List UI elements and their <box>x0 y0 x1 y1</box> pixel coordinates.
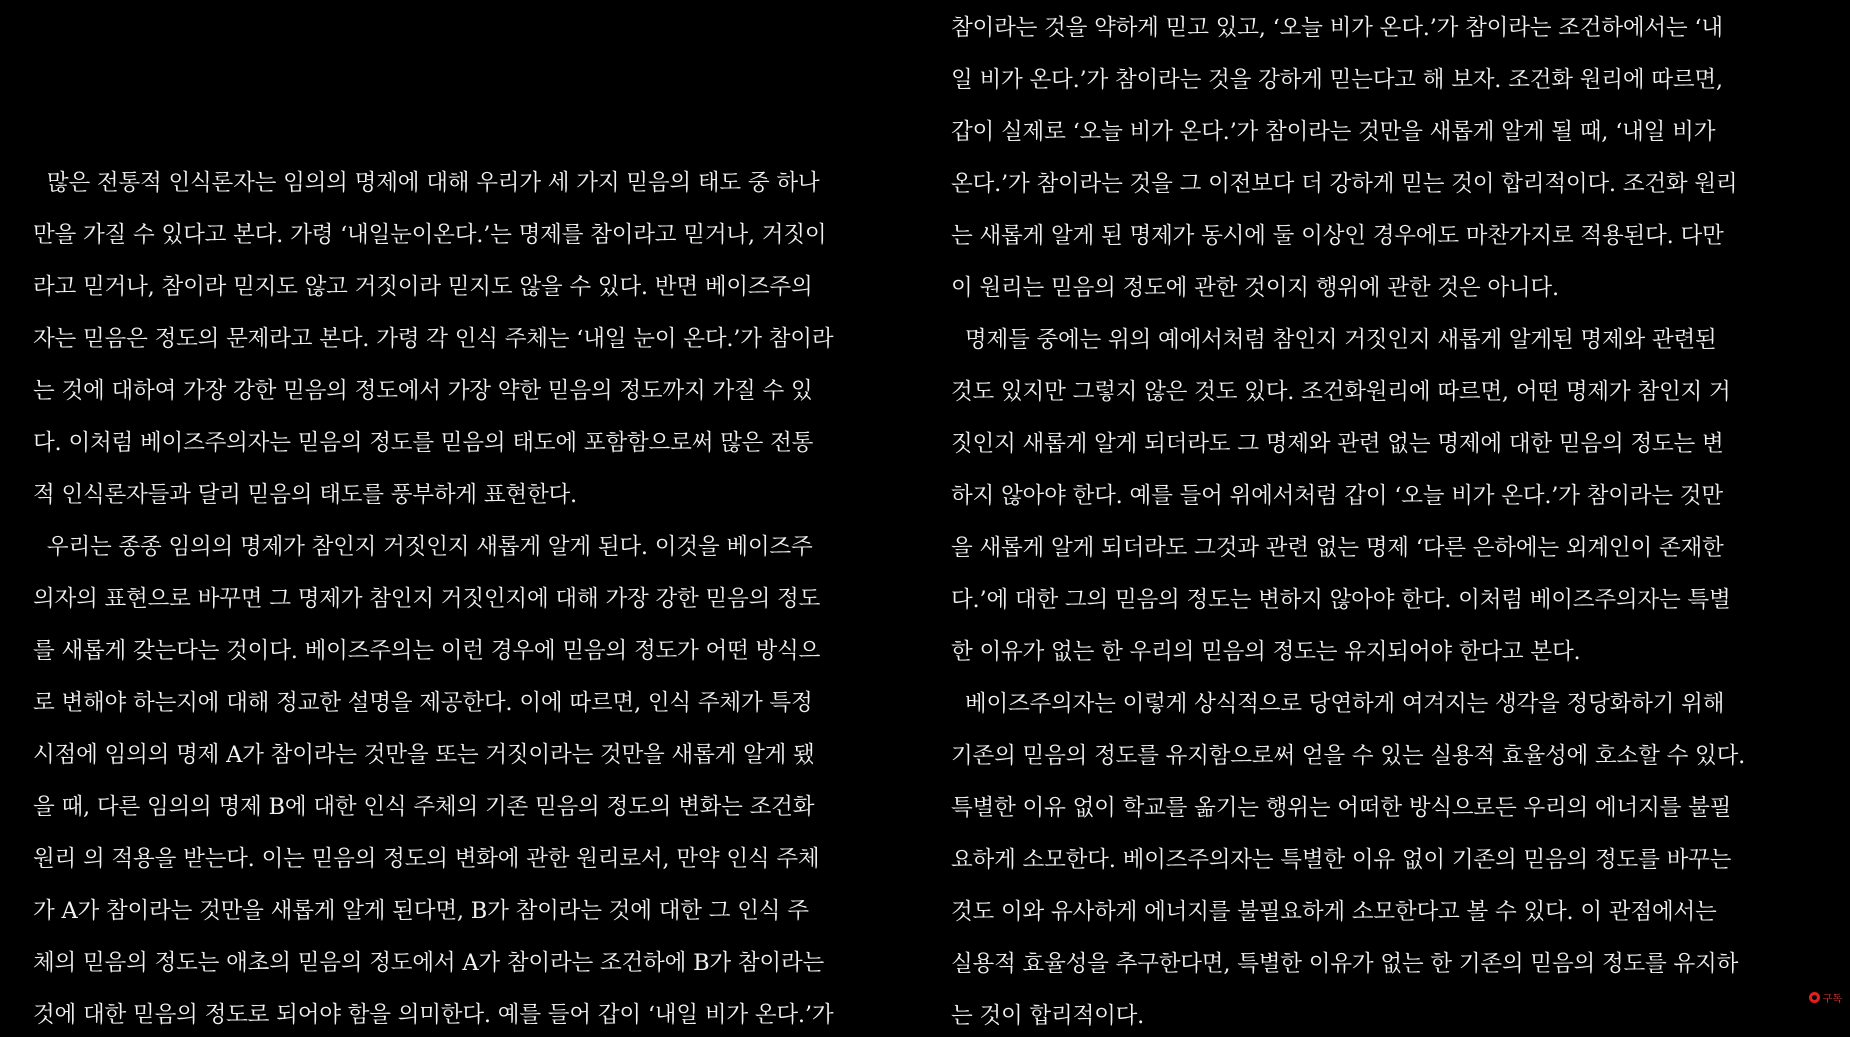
right-text-line: 베이즈주의자는 이렇게 상식적으로 당연하게 여겨지는 생각을 정당화하기 위해 <box>951 691 1725 717</box>
right-text-lines <box>951 2 1745 1037</box>
right-text-line: 참이라는 것을 약하게 믿고 있고, ‘오늘 비가 온다.’가 참이라는 조건하에서는 ‘내 <box>951 15 1723 41</box>
right-text-line: 는 새롭게 알게 된 명제가 동시에 둘 이상인 경우에도 마찬가지로 적용된다. 다만 <box>951 223 1724 249</box>
right-text-line: 는 것이 합리적이다. <box>951 1003 1145 1029</box>
left-text-lines <box>33 157 833 1037</box>
left-text-line: 만을 가질 수 있다고 본다. 가령 ‘내일눈이온다.’는 명제를 참이라고 믿거나, 거짓이 <box>33 222 827 248</box>
left-text-line: 것에 대한 믿음의 정도로 되어야 함을 의미한다. 예를 들어 갑이 ‘내일 비가 온다.’가 <box>33 1002 834 1028</box>
right-text-line: 한 이유가 없는 한 우리의 믿음의 정도는 유지되어야 한다고 본다. <box>951 639 1581 665</box>
left-text-line: 로 변해야 하는지에 대해 정교한 설명을 제공한다. 이에 따르면, 인식 주체가 특정 <box>33 690 813 716</box>
subscribe-label: 구독 <box>1822 993 1842 1005</box>
left-text-line: 의자의 표현으로 바꾸면 그 명제가 참인지 거짓인지에 대해 가장 강한 믿음의 정도 <box>33 586 821 612</box>
right-text-line: 이 원리는 믿음의 정도에 관한 것이지 행위에 관한 것은 아니다. <box>951 275 1559 301</box>
left-text-line: 시점에 임의의 명제 A가 참이라는 것만을 또는 거짓이라는 것만을 새롭게 알게 됐 <box>33 742 815 768</box>
subscribe-dot-icon <box>1809 992 1820 1003</box>
left-text-line: 다. 이처럼 베이즈주의자는 믿음의 정도를 믿음의 태도에 포함함으로써 많은 전통 <box>33 430 814 456</box>
right-text-line: 것도 있지만 그렇지 않은 것도 있다. 조건화원리에 따르면, 어떤 명제가 참인지 거 <box>951 379 1731 405</box>
left-text-line: 많은 전통적 인식론자는 임의의 명제에 대해 우리가 세 가지 믿음의 태도 중 하나 <box>33 170 820 196</box>
right-text-line: 을 새롭게 알게 되더라도 그것과 관련 없는 명제 ‘다른 은하에는 외계인이 존재한 <box>951 535 1724 561</box>
left-text-line: 는 것에 대하여 가장 강한 믿음의 정도에서 가장 약한 믿음의 정도까지 가질 수 있 <box>33 378 813 404</box>
right-text-line: 특별한 이유 없이 학교를 옮기는 행위는 어떠한 방식으로든 우리의 에너지를 불필 <box>951 795 1732 821</box>
right-text-line: 명제들 중에는 위의 예에서처럼 참인지 거짓인지 새롭게 알게된 명제와 관련된 <box>951 327 1717 353</box>
right-text-line: 기존의 믿음의 정도를 유지함으로써 얻을 수 있는 실용적 효율성에 호소할 수 있다. <box>951 743 1746 769</box>
subscribe-badge[interactable] <box>1809 989 1842 1005</box>
right-text-line: 하지 않아야 한다. 예를 들어 위에서처럼 갑이 ‘오늘 비가 온다.’가 참이라는 것만 <box>951 483 1723 509</box>
left-text-line: 가 A가 참이라는 것만을 새롭게 알게 된다면, B가 참이라는 것에 대한 그 인식 주 <box>33 898 809 924</box>
right-text-line: 다.’에 대한 그의 믿음의 정도는 변하지 않아야 한다. 이처럼 베이즈주의자는 특별 <box>951 587 1731 613</box>
right-text-line: 실용적 효율성을 추구한다면, 특별한 이유가 없는 한 기존의 믿음의 정도를 유지하 <box>951 951 1739 977</box>
right-text-line: 갑이 실제로 ‘오늘 비가 온다.’가 참이라는 것만을 새롭게 알게 될 때, ‘내일 비가 <box>951 119 1716 145</box>
left-text-line: 우리는 종종 임의의 명제가 참인지 거짓인지 새롭게 알게 된다. 이것을 베이즈주 <box>33 534 813 560</box>
right-text-line: 것도 이와 유사하게 에너지를 불필요하게 소모한다고 볼 수 있다. 이 관점에서는 <box>951 899 1717 925</box>
left-text-line: 을 때, 다른 임의의 명제 B에 대한 인식 주체의 기존 믿음의 정도의 변화는 조건화 <box>33 794 815 820</box>
left-text-line: 자는 믿음은 정도의 문제라고 본다. 가령 각 인식 주체는 ‘내일 눈이 온다.’가 참이라 <box>33 326 834 352</box>
right-text-line: 요하게 소모한다. 베이즈주의자는 특별한 이유 없이 기존의 믿음의 정도를 바꾸는 <box>951 847 1732 873</box>
left-text-line: 라고 믿거나, 참이라 믿지도 않고 거짓이라 믿지도 않을 수 있다. 반면 베이즈주의 <box>33 274 813 300</box>
right-text-line: 일 비가 온다.’가 참이라는 것을 강하게 믿는다고 해 보자. 조건화 원리에 따르면, <box>951 67 1723 93</box>
left-text-line: 적 인식론자들과 달리 믿음의 태도를 풍부하게 표현한다. <box>33 482 577 508</box>
left-text-line: 체의 믿음의 정도는 애초의 믿음의 정도에서 A가 참이라는 조건하에 B가 참이라는 <box>33 950 825 976</box>
right-text-line: 온다.’가 참이라는 것을 그 이전보다 더 강하게 믿는 것이 합리적이다. 조건화 원리 <box>951 171 1738 197</box>
left-text-line: 를 새롭게 갖는다는 것이다. 베이즈주의는 이런 경우에 믿음의 정도가 어떤 방식으 <box>33 638 821 664</box>
left-text-line: 원리 의 적용을 받는다. 이는 믿음의 정도의 변화에 관한 원리로서, 만약 인식 주체 <box>33 846 820 872</box>
right-text-line: 짓인지 새롭게 알게 되더라도 그 명제와 관련 없는 명제에 대한 믿음의 정도는 변 <box>951 431 1724 457</box>
